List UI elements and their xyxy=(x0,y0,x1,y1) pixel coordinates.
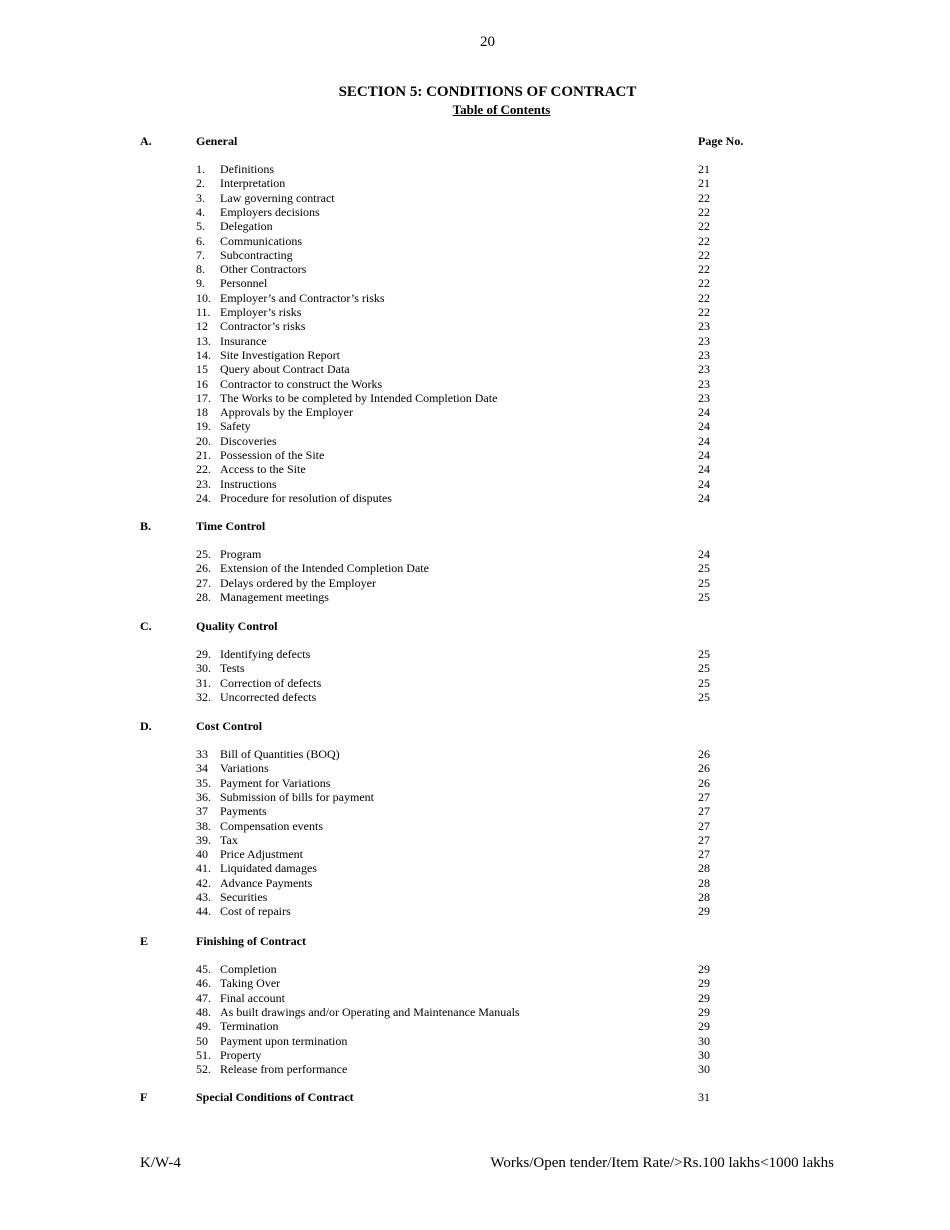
toc-row xyxy=(196,391,756,405)
toc-row xyxy=(196,747,756,761)
section-title: General xyxy=(196,134,238,148)
item-number: 16 xyxy=(196,376,208,391)
item-page: 25 xyxy=(698,675,710,690)
item-page: 28 xyxy=(698,875,710,890)
item-label: Price Adjustment xyxy=(220,847,303,862)
toc-row xyxy=(196,661,756,675)
toc-row xyxy=(196,405,756,419)
item-label: Taking Over xyxy=(220,976,281,991)
item-label: Approvals by the Employer xyxy=(220,405,353,420)
toc-row xyxy=(196,776,756,790)
item-page: 22 xyxy=(698,290,710,305)
item-number: 41. xyxy=(196,861,211,876)
item-page: 24 xyxy=(698,490,710,505)
item-label: Termination xyxy=(220,1019,279,1034)
item-page: 23 xyxy=(698,319,710,334)
item-label: Contractor to construct the Works xyxy=(220,376,383,391)
item-page: 23 xyxy=(698,362,710,377)
item-page: 25 xyxy=(698,575,710,590)
item-label: Site Investigation Report xyxy=(220,347,340,362)
item-label: Definitions xyxy=(220,162,274,176)
toc-row xyxy=(196,291,756,305)
item-page: 22 xyxy=(698,276,710,291)
item-number: 22. xyxy=(196,462,211,477)
item-page: 23 xyxy=(698,333,710,348)
item-label: Employers decisions xyxy=(220,204,320,219)
toc-row xyxy=(196,348,756,362)
item-page: 27 xyxy=(698,789,710,804)
item-page: 25 xyxy=(698,689,710,704)
item-page: 29 xyxy=(698,904,710,919)
toc-row xyxy=(196,419,756,433)
toc-row xyxy=(196,219,756,233)
toc-row xyxy=(196,434,756,448)
item-label: Payments xyxy=(220,804,267,819)
item-label: Property xyxy=(220,1047,262,1062)
item-number: 23. xyxy=(196,476,211,491)
item-number: 46. xyxy=(196,976,211,991)
toc-row xyxy=(196,1019,756,1033)
section-letter: C. xyxy=(140,619,152,633)
page-number: 20 xyxy=(480,34,495,50)
toc-row xyxy=(196,305,756,319)
item-page: 22 xyxy=(698,233,710,248)
item-page: 25 xyxy=(698,561,710,576)
item-label: Communications xyxy=(220,233,302,248)
item-number: 18 xyxy=(196,405,208,420)
item-number: 3. xyxy=(196,190,205,205)
item-number: 9. xyxy=(196,276,205,291)
section-title: Quality Control xyxy=(196,619,278,633)
item-page: 23 xyxy=(698,347,710,362)
toc-row xyxy=(196,690,756,704)
toc-row xyxy=(196,205,756,219)
toc-row xyxy=(196,976,756,990)
item-number: 27. xyxy=(196,575,211,590)
toc-row xyxy=(196,962,756,976)
item-page: 22 xyxy=(698,247,710,262)
item-number: 38. xyxy=(196,818,211,833)
item-number: 52. xyxy=(196,1062,211,1077)
toc-row xyxy=(196,262,756,276)
toc-row xyxy=(196,547,756,561)
item-page: 27 xyxy=(698,847,710,862)
item-number: 43. xyxy=(196,890,211,904)
toc-row xyxy=(196,847,756,861)
item-label: Discoveries xyxy=(220,433,277,448)
item-number: 50 xyxy=(196,1033,208,1048)
toc-row xyxy=(196,676,756,690)
item-page: 28 xyxy=(698,890,710,904)
toc-row xyxy=(196,362,756,376)
toc-row xyxy=(196,491,756,505)
toc-row xyxy=(196,377,756,391)
item-label: Cost of repairs xyxy=(220,904,291,919)
item-page: 23 xyxy=(698,390,710,405)
item-label: Delays ordered by the Employer xyxy=(220,575,376,590)
item-page: 22 xyxy=(698,262,710,277)
item-page: 24 xyxy=(698,448,710,462)
item-page: 27 xyxy=(698,818,710,833)
toc-row xyxy=(196,576,756,590)
item-label: Management meetings xyxy=(220,589,329,604)
item-label: Identifying defects xyxy=(220,647,311,661)
item-page: 22 xyxy=(698,219,710,234)
item-page: 26 xyxy=(698,775,710,790)
toc-row xyxy=(196,1005,756,1019)
item-label: Advance Payments xyxy=(220,875,313,890)
item-label: Extension of the Intended Completion Date xyxy=(220,561,429,576)
item-number: 6. xyxy=(196,233,205,248)
item-label: Access to the Site xyxy=(220,462,306,477)
toc-row xyxy=(196,1062,756,1076)
section-title: Finishing of Contract xyxy=(196,934,307,948)
item-number: 8. xyxy=(196,262,205,277)
item-page: 24 xyxy=(698,405,710,420)
toc-row xyxy=(196,1048,756,1062)
item-number: 32. xyxy=(196,689,211,704)
item-number: 17. xyxy=(196,390,211,405)
toc-row xyxy=(196,462,756,476)
toc-row xyxy=(196,590,756,604)
item-label: Personnel xyxy=(220,276,268,291)
toc-row xyxy=(196,833,756,847)
item-number: 42. xyxy=(196,875,211,890)
item-label: Procedure for resolution of disputes xyxy=(220,490,392,505)
section-letter: B. xyxy=(140,519,152,533)
section-letter: E xyxy=(140,934,149,948)
item-number: 11. xyxy=(196,305,211,319)
toc-row xyxy=(196,647,756,661)
item-number: 24. xyxy=(196,490,211,505)
item-page: 23 xyxy=(698,376,710,391)
item-label: Instructions xyxy=(220,476,277,491)
item-label: Securities xyxy=(220,890,268,904)
item-label: Possession of the Site xyxy=(220,448,325,462)
item-number: 34 xyxy=(196,761,208,776)
item-number: 44. xyxy=(196,904,211,919)
toc-row xyxy=(196,477,756,491)
item-page: 25 xyxy=(698,589,710,604)
item-number: 13. xyxy=(196,333,211,348)
item-number: 48. xyxy=(196,1004,211,1019)
toc-row xyxy=(196,191,756,205)
item-number: 7. xyxy=(196,247,205,262)
item-page: 29 xyxy=(698,1019,710,1034)
item-number: 15 xyxy=(196,362,208,377)
item-label: Law governing contract xyxy=(220,190,335,205)
item-label: Safety xyxy=(220,419,251,434)
section-title: Special Conditions of Contract xyxy=(196,1090,354,1104)
item-label: The Works to be completed by Intended Completion Date xyxy=(220,390,498,405)
item-label: Subcontracting xyxy=(220,247,293,262)
item-number: 40 xyxy=(196,847,208,862)
item-page: 26 xyxy=(698,761,710,776)
item-label: Program xyxy=(220,547,262,561)
item-number: 12 xyxy=(196,319,208,334)
toc-row xyxy=(196,876,756,890)
item-label: Delegation xyxy=(220,219,273,234)
item-page: 24 xyxy=(698,419,710,434)
item-number: 37 xyxy=(196,804,208,819)
item-label: Uncorrected defects xyxy=(220,689,317,704)
toc-row xyxy=(196,319,756,333)
item-label: Other Contractors xyxy=(220,262,307,277)
toc-row xyxy=(196,561,756,575)
footer-description: Works/Open tender/Item Rate/>Rs.100 lakhs<1000 lakhs xyxy=(490,1155,834,1171)
item-label: Variations xyxy=(220,761,269,776)
item-page: 24 xyxy=(698,433,710,448)
item-page: 30 xyxy=(698,1062,710,1077)
section-letter: D. xyxy=(140,719,152,733)
section-letter: F xyxy=(140,1090,148,1104)
item-label: Completion xyxy=(220,962,277,976)
item-number: 36. xyxy=(196,789,211,804)
item-number: 26. xyxy=(196,561,211,576)
item-number: 4. xyxy=(196,204,205,219)
item-label: As built drawings and/or Operating and Maintenance Manuals xyxy=(220,1004,520,1019)
item-page: 27 xyxy=(698,804,710,819)
item-label: Compensation events xyxy=(220,818,323,833)
page-title: SECTION 5: CONDITIONS OF CONTRACT xyxy=(338,84,637,100)
toc-row xyxy=(196,861,756,875)
item-number: 25. xyxy=(196,547,211,561)
item-number: 39. xyxy=(196,832,211,847)
item-page: 24 xyxy=(698,476,710,491)
item-number: 2. xyxy=(196,176,205,191)
item-label: Contractor’s risks xyxy=(220,319,306,334)
footer-code: K/W-4 xyxy=(140,1155,181,1171)
item-page: 22 xyxy=(698,305,710,319)
section-letter: A. xyxy=(140,134,152,148)
item-number: 30. xyxy=(196,661,211,676)
item-number: 20. xyxy=(196,433,211,448)
item-page: 26 xyxy=(698,747,710,761)
item-page: 24 xyxy=(698,547,710,561)
item-label: Insurance xyxy=(220,333,267,348)
item-label: Liquidated damages xyxy=(220,861,317,876)
item-number: 1. xyxy=(196,162,205,176)
item-label: Payment upon termination xyxy=(220,1033,348,1048)
item-label: Employer’s risks xyxy=(220,305,302,319)
item-page: 30 xyxy=(698,1047,710,1062)
toc-row xyxy=(196,790,756,804)
item-label: Release from performance xyxy=(220,1062,348,1077)
section-title: Cost Control xyxy=(196,719,263,733)
item-page: 30 xyxy=(698,1033,710,1048)
item-label: Tax xyxy=(220,832,238,847)
item-label: Tests xyxy=(220,661,245,676)
section-page: 31 xyxy=(698,1090,710,1104)
item-number: 5. xyxy=(196,219,205,234)
item-number: 51. xyxy=(196,1047,211,1062)
item-number: 47. xyxy=(196,990,211,1005)
item-label: Employer’s and Contractor’s risks xyxy=(220,290,385,305)
item-number: 14. xyxy=(196,347,211,362)
item-page: 29 xyxy=(698,962,710,976)
toc-row xyxy=(196,904,756,918)
toc-row xyxy=(196,1034,756,1048)
item-number: 28. xyxy=(196,589,211,604)
toc-row xyxy=(196,176,756,190)
item-page: 29 xyxy=(698,976,710,991)
toc-row xyxy=(196,334,756,348)
item-label: Submission of bills for payment xyxy=(220,789,374,804)
item-page: 24 xyxy=(698,462,710,477)
item-number: 10. xyxy=(196,290,211,305)
item-page: 21 xyxy=(698,176,710,191)
item-label: Payment for Variations xyxy=(220,775,331,790)
page-no-column-header: Page No. xyxy=(698,134,744,148)
item-number: 21. xyxy=(196,448,211,462)
item-number: 33 xyxy=(196,747,208,761)
toc-row xyxy=(196,890,756,904)
item-page: 29 xyxy=(698,990,710,1005)
item-number: 45. xyxy=(196,962,211,976)
toc-row xyxy=(196,761,756,775)
item-number: 35. xyxy=(196,775,211,790)
toc-row xyxy=(196,248,756,262)
toc-row xyxy=(196,276,756,290)
item-page: 27 xyxy=(698,832,710,847)
item-page: 21 xyxy=(698,162,710,176)
item-label: Bill of Quantities (BOQ) xyxy=(220,747,340,761)
item-page: 22 xyxy=(698,204,710,219)
item-label: Query about Contract Data xyxy=(220,362,350,377)
section-title: Time Control xyxy=(196,519,266,533)
item-page: 29 xyxy=(698,1004,710,1019)
item-page: 25 xyxy=(698,647,710,661)
item-page: 25 xyxy=(698,661,710,676)
toc-row xyxy=(196,448,756,462)
toc-row xyxy=(196,234,756,248)
item-number: 31. xyxy=(196,675,211,690)
toc-row xyxy=(196,819,756,833)
toc-row xyxy=(196,991,756,1005)
item-page: 22 xyxy=(698,190,710,205)
toc-heading: Table of Contents xyxy=(452,102,551,117)
item-label: Final account xyxy=(220,990,285,1005)
item-label: Correction of defects xyxy=(220,675,322,690)
item-label: Interpretation xyxy=(220,176,286,191)
item-page: 28 xyxy=(698,861,710,876)
toc-row xyxy=(196,162,756,176)
toc-row xyxy=(196,804,756,818)
item-number: 49. xyxy=(196,1019,211,1034)
item-number: 19. xyxy=(196,419,211,434)
item-number: 29. xyxy=(196,647,211,661)
